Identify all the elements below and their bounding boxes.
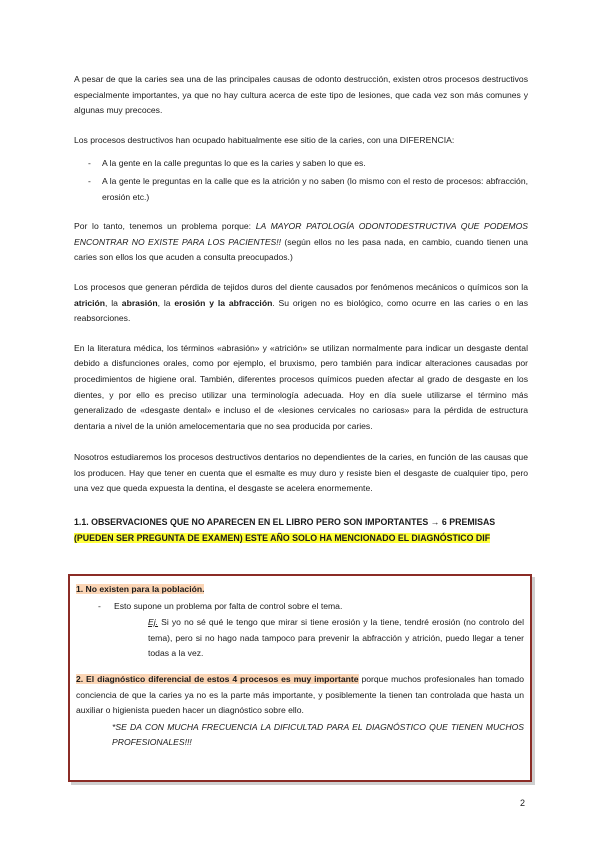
literature-paragraph: En la literatura médica, los términos «abrasión» y «atrición» se utilizan normalmente para indicar un desgaste dental debido a disfunciones orales, como por ejemplo, el bruxismo, pero también para indicar alteraciones causadas por procedimientos de higiene oral. También, diferentes procesos químicos pueden afectar al grado de desgaste en los dientes, y por ello es preciso utilizar una terminología adecuada. Hoy en día suele utilizarse el término más generalizado de «desgaste dental» e incluso el de «lesiones cervicales no cariosas» para la pérdida de estructura dentaria a nivel de la unión amelocementaria que no sea producida por caries. [74, 342, 528, 431]
problem-emphasis: LA MAYOR PATOLOGÍA ODONTODESTRUCTIVA QUE PODEMOS ENCONTRAR NO EXISTE PARA LOS PACIENTES!! [74, 221, 528, 247]
premise-1-example [76, 615, 524, 662]
premise-1-title-text: 1. No existen para la población. [76, 584, 205, 594]
list-item: - A la gente le preguntas en la calle que es la atrición y no saben (lo mismo con el resto de procesos: abfracción, erosión etc.) [74, 174, 528, 205]
processes-tail: . Su origen no es biológico, como ocurre en las caries o en las reabsorciones. [74, 297, 529, 324]
premise-2-text: porque muchos profesionales han tomado conciencia de que la caries ya no es la parte más importante, y posiblemente la tienen tan controlada que hasta un auxiliar o higienista pueden hacer un diagnóstico sobre ello. [76, 673, 524, 716]
problem-lead: Por lo tanto, tenemos un problema porque: [74, 221, 256, 232]
premise-1-title [76, 582, 524, 598]
study-end: enormemente. [317, 483, 373, 494]
study-paragraph [74, 450, 528, 497]
processes-lead: Los procesos que generan pérdida de tejidos duros del diente causados por fenómenos mecánicos o químicos son la [74, 281, 528, 292]
premises-box [68, 574, 532, 782]
premise-2 [76, 672, 524, 719]
premise-2-title: 2. El diagnóstico diferencial de estos 4 procesos es muy importante [76, 673, 359, 684]
term-atricion: atrición [74, 297, 106, 308]
section-heading-title: 1.1. OBSERVACIONES QUE NO APARECEN EN EL LIBRO PERO SON IMPORTANTES → 6 PREMISAS [74, 517, 496, 528]
example-label: Ej. [148, 617, 159, 628]
difference-paragraph: Los procesos destructivos han ocupado habitualmente ese sitio de la caries, con una DIFERENCIA: [74, 134, 455, 145]
section-heading [74, 515, 528, 546]
term-abrasion: abrasión [121, 297, 158, 308]
document-body [74, 72, 528, 546]
difference-list [74, 156, 528, 205]
separator: , la [157, 297, 175, 308]
premise-2-quote: *SE DA CON MUCHA FRECUENCIA LA DIFICULTAD PARA EL DIAGNÓSTICO QUE TIENEN MUCHOS PROFESIONALES!!! [112, 721, 524, 748]
processes-paragraph [74, 280, 528, 327]
term-erosion-abfraccion: erosión y la abfracción [174, 297, 273, 308]
problem-paragraph [74, 219, 528, 266]
list-item: - A la gente en la calle preguntas lo que es la caries y saben lo que es. [74, 156, 528, 172]
section-heading-highlight: (PUEDEN SER PREGUNTA DE EXAMEN) ESTE AÑO SOLO HA MENCIONADO EL DIAGNÓSTICO DIF [74, 532, 491, 543]
page-number: 2 [520, 798, 526, 808]
separator: , la [105, 297, 122, 308]
example-text: Si yo no sé qué le tengo que mirar si tiene erosión y la tiene, tendré erosión (no controlo del tema), pero si no hago nada tampoco para prevenir la abfracción y atrición, puedo llegar a tener todas a la vez. [148, 617, 524, 659]
intro-paragraph: A pesar de que la caries sea una de las principales causas de odonto destrucción, existen otros procesos destructivos especialmente importantes, ya que no hay cultura acerca de este tipo de lesiones, que cada vez son más comunes y algunas muy precoces. [74, 74, 528, 116]
problem-tail: (según ellos no les pasa nada, en cambio, cuando tienen una caries son ellos los que acuden a consulta preocupados.) [74, 236, 528, 263]
premise-1-sub: - Esto supone un problema por falta de control sobre el tema. [76, 599, 524, 615]
study-text: Nosotros estudiaremos los procesos destructivos dentarios no dependientes de la caries, en función de las causas que los producen. Hay que tener en cuenta que el esmalte es muy duro y resiste bien el desgaste de cualquier tipo, pero una vez que queda expuesta la dentina, el desgaste se acelera [74, 452, 528, 494]
